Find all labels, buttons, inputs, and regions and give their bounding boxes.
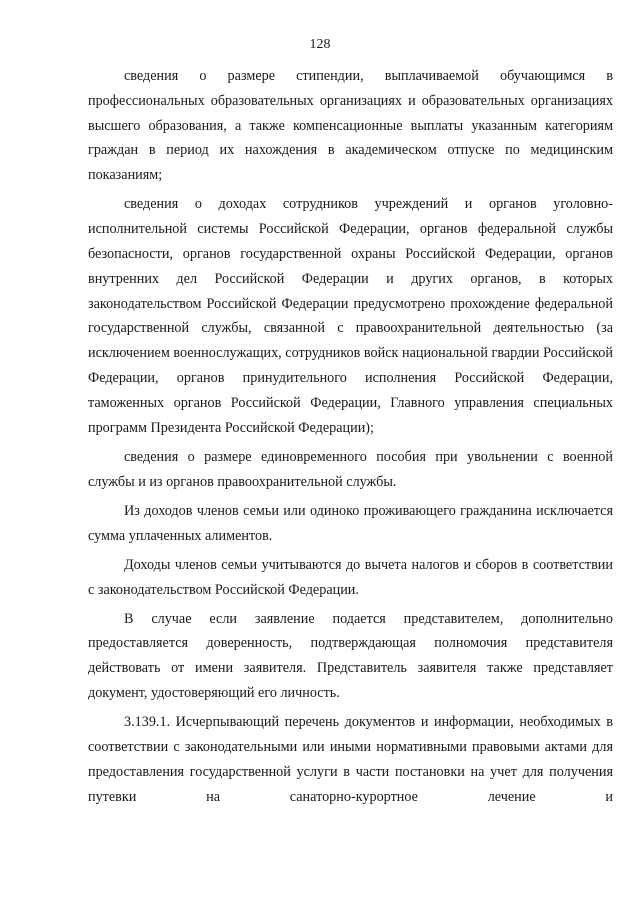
- paragraph-pre-tax-income: Доходы членов семьи учитываются до вычета налогов и сборов в соответствии с законодательством Российской Федерации.: [88, 556, 613, 598]
- paragraph-representative: В случае если заявление подается представителем, дополнительно предоставляется доверенность, подтверждающая полномочия представителя действовать от имени заявителя. Представитель заявителя также представляет документ, удостоверяющий его личность.: [88, 610, 613, 702]
- paragraph-dismissal-allowance-info: сведения о размере единовременного пособия при увольнении с военной службы и из органов правоохранительной службы.: [88, 448, 613, 490]
- page-number: 128: [309, 37, 331, 52]
- paragraph-alimony-exclusion: Из доходов членов семьи или одиноко проживающего гражданина исключается сумма уплаченных алиментов.: [88, 502, 613, 544]
- document-body: [88, 64, 613, 809]
- paragraph-stipend-info: сведения о размере стипендии, выплачиваемой обучающимся в профессиональных образовательных организациях и образовательных организациях высшего образования, а также компенсационные выплаты указанным категориям граждан в период их нахождения в академическом отпуске по медицинским показаниям;: [88, 68, 613, 184]
- paragraph-employee-income-info: сведения о доходах сотрудников учреждений и органов уголовно-исполнительной системы Российской Федерации, органов федеральной службы безопасности, органов государственной охраны Российской Федерации, органов внутренних дел Российской Федерации и других органов, в которых законодательством Российской Федерации предусмотрено прохождение федеральной государственной службы, связанной с правоохранительной деятельностью (за исключением военнослужащих, сотрудников войск национальной гвардии Российской Федерации, органов принудительного исполнения Российской Федерации, таможенных органов Российской Федерации, Главного управления специальных программ Президента Российской Федерации);: [88, 196, 613, 436]
- paragraph-section-3-139-1: 3.139.1. Исчерпывающий перечень документов и информации, необходимых в соответствии с законодательными или иными нормативными правовыми актами для предоставления государственной услуги в части постановки на учет для получения путевки на санаторно-курортное лечение и: [88, 714, 613, 805]
